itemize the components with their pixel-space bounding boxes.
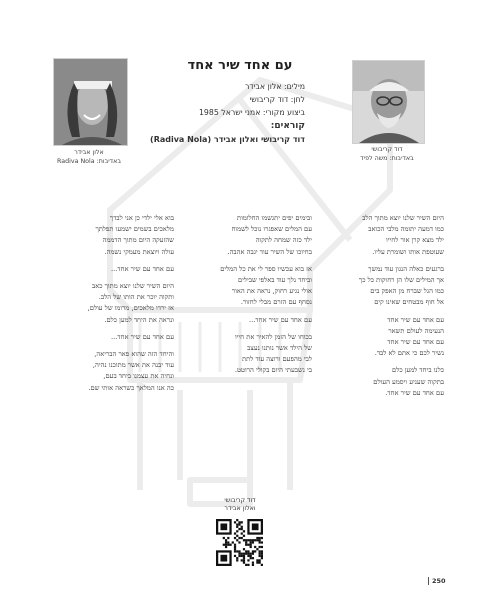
lyrics-line: לבי מהפעם ורוצה עוד לתת xyxy=(242,355,312,364)
lyrics-line: נשיר לכם כי אתם לא לבד. xyxy=(374,349,444,358)
lyrics-line: כלנו ביחד למען כלם xyxy=(392,366,444,375)
caption-credit: באדיבות: Radiva Nola xyxy=(57,158,121,165)
lyrics-line: בכוחו של הזמן להאיר את חייו xyxy=(234,332,312,341)
portrait-photo-avidar xyxy=(53,58,128,146)
caption-name: דוד קריבושי xyxy=(371,146,403,153)
lyrics-stanza xyxy=(322,365,444,399)
lyrics-line: עם אחד עם שיר אחד... xyxy=(249,315,312,324)
lyrics-stanza xyxy=(322,213,444,258)
lyrics-line: עם אחד עם שיר אחד xyxy=(387,338,444,347)
lyrics-line: כמו דמעה יתומה מלבי הכואב xyxy=(368,225,444,234)
lyrics-line: עם המלים שאפגרו נוכל לשמוח xyxy=(231,225,312,234)
lyrics-line: אז ירדו מלאכים, מרומו של עולם, xyxy=(87,304,174,313)
lyrics-stanza xyxy=(48,264,174,275)
lyrics-line: וביחד נלך עוד באלפי שבילים xyxy=(237,276,312,285)
qr-caption xyxy=(200,497,280,513)
lyrics-line: ונראה את היחד למען כלם. xyxy=(104,315,174,324)
photo-caption-right xyxy=(342,145,432,163)
lyrics-line: שעוטפת אותו ושומרת עליו. xyxy=(372,247,444,256)
lyrics-line: ילד כזה שמחה לתקוה xyxy=(255,236,312,245)
lyrics-line: ותקוה יוכר את הותו של הלב. xyxy=(98,293,174,302)
music-credit: לחן: דוד קריבושי xyxy=(249,95,305,104)
lyrics-line: אל חוף מבטחים שאינו קים xyxy=(374,298,444,307)
lyrics-line: בתקוה שעניע ויסמע העולם xyxy=(373,377,444,386)
lyrics-line: של הילד אשר נותנו נעצב xyxy=(247,344,312,353)
lyrics-stanza xyxy=(186,332,312,377)
lyrics-column-middle xyxy=(186,213,312,383)
lyrics-line: ילד מצא קרן אור לחייו xyxy=(386,236,444,245)
credits-block xyxy=(130,80,305,146)
lyrics-stanza xyxy=(186,264,312,309)
readers-heading: קוראים: xyxy=(270,121,305,131)
lyrics-credit: מילים: אלון אבידר xyxy=(245,82,305,91)
lyrics-line: היום השיר שלנו יוצא מתוך הלב xyxy=(362,214,444,222)
lyrics-stanza xyxy=(322,315,444,360)
lyrics-line: עם אחד עם שיר אחד... xyxy=(111,264,174,273)
lyrics-line: הנעימה לעולם תשאר xyxy=(388,326,444,335)
lyrics-stanza xyxy=(48,332,174,343)
lyrics-stanza xyxy=(186,315,312,326)
qr-caption-line: דוד קריבושי xyxy=(224,497,256,504)
lyrics-line: כה אנו המלאך כשראה אותי שם. xyxy=(88,383,174,392)
lyrics-line: בי נשבעתי היום בקולי הרוטט. xyxy=(234,366,312,375)
photo-caption-left xyxy=(44,148,134,166)
lyrics-line: נסחף עם הזרם מבלי לחזור. xyxy=(240,298,312,307)
lyrics-line: בוא אלי ילדי כן אני לבדך xyxy=(109,214,174,222)
lyrics-line: מלאכים בשמים ישמעו תפלתך xyxy=(95,225,174,234)
page-title: עם אחד שיר אחד xyxy=(187,58,293,73)
lyrics-line: אולי נגיע רחוק, נראה את האור xyxy=(231,287,312,296)
lyrics-line: ובימים יפים יתגשמו החלומות xyxy=(237,214,312,222)
lyrics-stanza xyxy=(48,281,174,326)
caption-credit: באדיבות: משה לפיד xyxy=(360,155,414,162)
lyrics-stanza xyxy=(322,264,444,309)
lyrics-line: עם אחד עם שיר אחד... xyxy=(111,332,174,341)
lyrics-stanza xyxy=(48,213,174,258)
lyrics-line: עולה ויוצאת מעמקי נשמה. xyxy=(104,247,174,256)
lyrics-line: ברגעים כאלה הנגון עוד נמשך xyxy=(368,264,444,273)
lyrics-line: בחיוכו של השיר עוד יגבה אהבה. xyxy=(227,247,312,256)
page-number: 250 xyxy=(428,577,446,585)
portrait-photo-kribushi xyxy=(352,60,425,144)
caption-name: אלון אבידר xyxy=(74,149,104,156)
lyrics-line: עם אחד עם שיר אחד. xyxy=(385,388,444,397)
lyrics-line: עם אחד עם שיר אחד xyxy=(387,315,444,324)
lyrics-line: שהזעקה היום מתוך הדממה xyxy=(102,236,174,245)
lyrics-line: כמו הגל שברח מן האפק בים xyxy=(370,287,444,296)
performance-credit: ביצוע מקורי: אמני ישראל 1985 xyxy=(198,108,305,117)
lyrics-line: והיחד הזה שהוא פאר הבריאה, xyxy=(94,350,174,359)
lyrics-stanza xyxy=(48,349,174,394)
lyrics-line: ונחיה את עצמנו ביחד בעם, xyxy=(103,372,174,381)
lyrics-column-left xyxy=(48,213,174,400)
lyrics-column-right xyxy=(322,213,444,405)
lyrics-line: היום השיר שלנו יוצא מתוך כאב xyxy=(91,282,174,291)
qr-caption-line: ואלון אבידר xyxy=(224,505,256,512)
lyrics-line: אך המילים שלו הן רחוקות כל כך xyxy=(358,276,444,285)
lyrics-line: אז בוא עכשיו ספר לי את כל המלים xyxy=(220,264,312,273)
readers-names: דוד קריבושי ואלון אבידר (Radiva Nola) xyxy=(150,135,305,144)
lyrics-stanza xyxy=(186,213,312,258)
qr-code-icon[interactable] xyxy=(216,519,263,566)
lyrics-line: עוד יבנה את אשר מתוכנו נהיה, xyxy=(92,361,174,370)
